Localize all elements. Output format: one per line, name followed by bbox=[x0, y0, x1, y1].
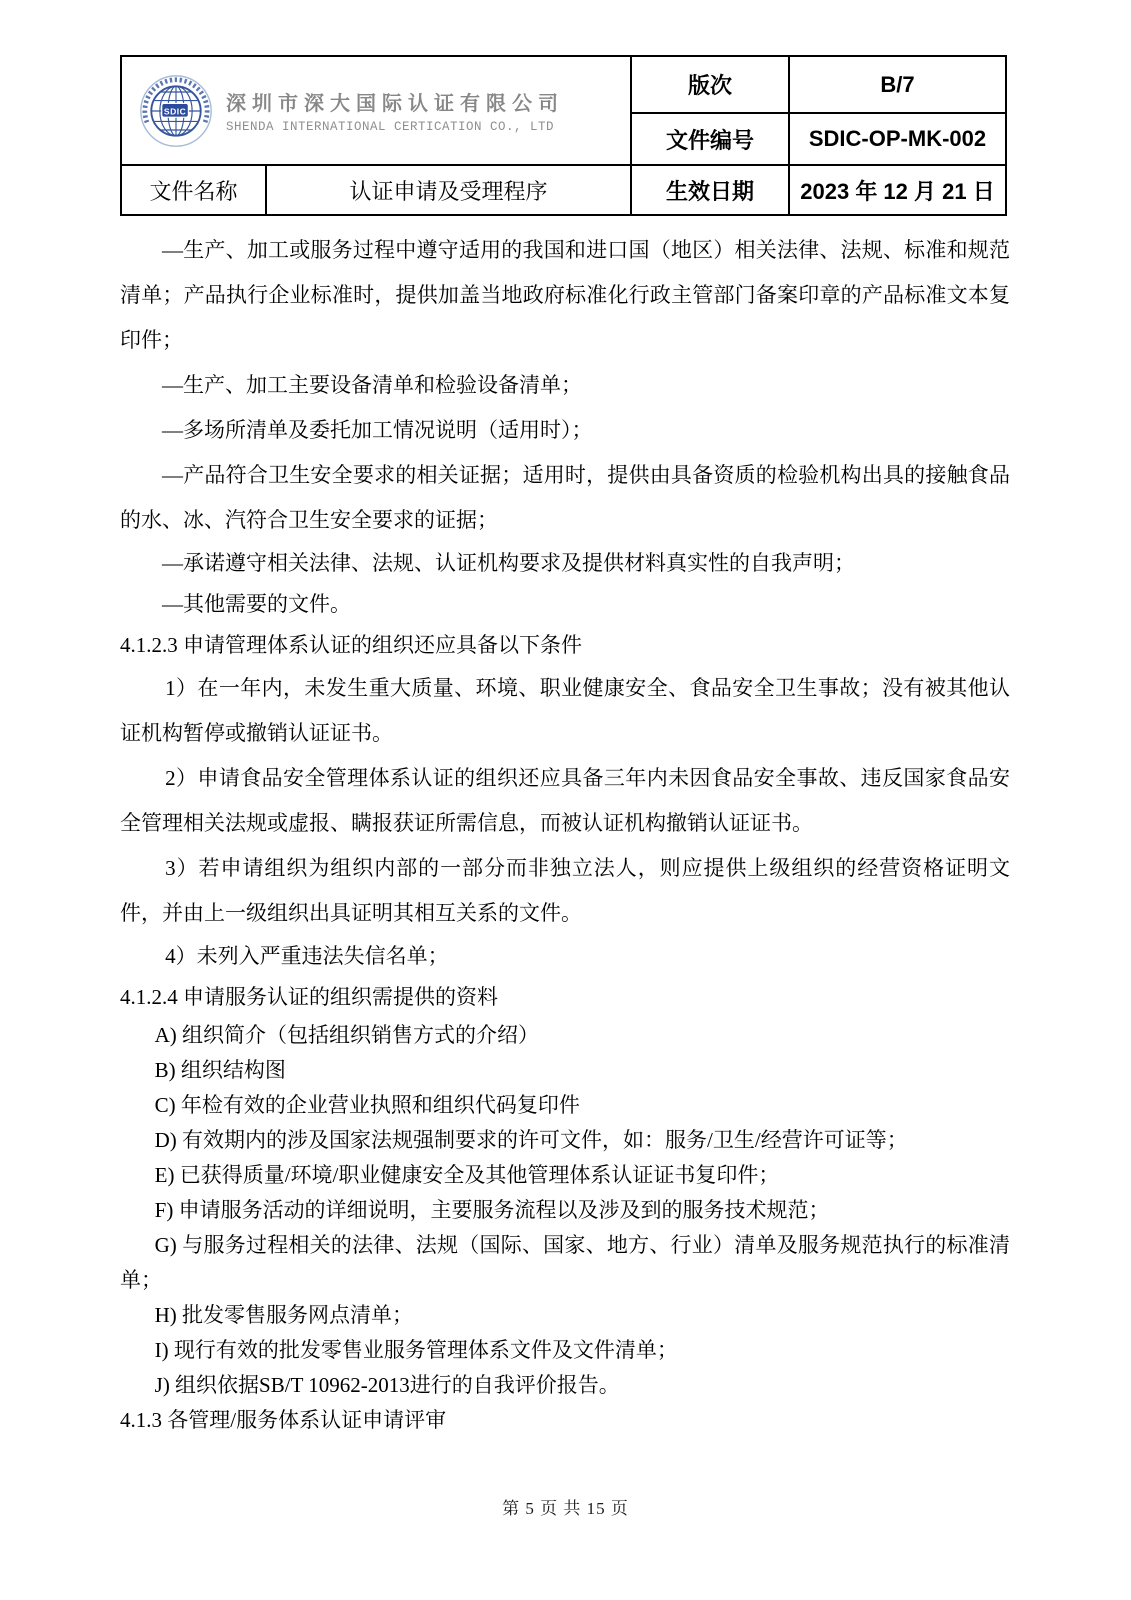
company-name-en: SHENDA INTERNATIONAL CERTICATION CO., LTD bbox=[226, 120, 555, 134]
paragraph: E) 已获得质量/环境/职业健康安全及其他管理体系认证证书复印件； bbox=[154, 1163, 780, 1187]
effective-date-label: 生效日期 bbox=[631, 165, 789, 215]
paragraph: 4.1.2.4 申请服务认证的组织需提供的资料 bbox=[120, 985, 498, 1009]
company-identity bbox=[138, 73, 630, 149]
paragraph: F) 申请服务活动的详细说明，主要服务流程以及涉及到的服务技术规范； bbox=[154, 1198, 830, 1222]
paragraph: —承诺遵守相关法律、法规、认证机构要求及提供材料真实性的自我声明； bbox=[162, 551, 855, 575]
page-footer: 第 5 页 共 15 页 bbox=[502, 1499, 629, 1518]
paragraph: 2）申请食品安全管理体系认证的组织还应具备三年内未因食品安全事故、违反国家食品安全管理相关法规或虚报、瞒报获证所需信息，而被认证机构撤销认证证书。 bbox=[120, 766, 1010, 835]
paragraph: 3）若申请组织为组织内部的一部分而非独立法人，则应提供上级组织的经营资格证明文件，并由上一级组织出具证明其相互关系的文件。 bbox=[120, 856, 1010, 925]
paragraph: D) 有效期内的涉及国家法规强制要求的许可文件，如：服务/卫生/经营许可证等； bbox=[154, 1128, 908, 1152]
paragraph: 4）未列入严重违法失信名单； bbox=[165, 944, 449, 968]
paragraph: —其他需要的文件。 bbox=[162, 592, 351, 616]
paragraph: C) 年检有效的企业营业执照和组织代码复印件 bbox=[154, 1093, 580, 1117]
doc-no-label: 文件编号 bbox=[631, 113, 789, 165]
document-body bbox=[120, 228, 1010, 1438]
paragraph: —多场所清单及委托加工情况说明（适用时）； bbox=[162, 418, 593, 442]
company-logo-icon bbox=[138, 73, 214, 149]
paragraph: J) 组织依据SB/T 10962-2013进行的自我评价报告。 bbox=[154, 1373, 620, 1397]
paragraph: I) 现行有效的批发零售业服务管理体系文件及文件清单； bbox=[154, 1338, 678, 1362]
paragraph: 4.1.3 各管理/服务体系认证申请评审 bbox=[120, 1408, 447, 1432]
paragraph: A) 组织简介（包括组织销售方式的介绍） bbox=[154, 1023, 540, 1047]
paragraph: B) 组织结构图 bbox=[154, 1058, 286, 1082]
paragraph: —产品符合卫生安全要求的相关证据；适用时，提供由具备资质的检验机构出具的接触食品的水、冰、汽符合卫生安全要求的证据； bbox=[120, 463, 1010, 532]
version-value: B/7 bbox=[789, 56, 1006, 113]
effective-date-value: 2023 年 12 月 21 日 bbox=[789, 165, 1006, 215]
doc-name-value: 认证申请及受理程序 bbox=[266, 165, 631, 215]
header-table bbox=[120, 55, 1007, 216]
version-label: 版次 bbox=[631, 56, 789, 113]
company-header-cell bbox=[121, 56, 631, 165]
doc-name-label: 文件名称 bbox=[121, 165, 266, 215]
paragraph: 1）在一年内，未发生重大质量、环境、职业健康安全、食品安全卫生事故；没有被其他认证机构暂停或撤销认证证书。 bbox=[120, 676, 1010, 745]
paragraph: —生产、加工主要设备清单和检验设备清单； bbox=[162, 373, 582, 397]
doc-no-value: SDIC-OP-MK-002 bbox=[789, 113, 1006, 165]
paragraph: G) 与服务过程相关的法律、法规（国际、国家、地方、行业）清单及服务规范执行的标准清单； bbox=[120, 1233, 1010, 1292]
logo-abbr-text: SDIC bbox=[163, 105, 187, 116]
paragraph: —生产、加工或服务过程中遵守适用的我国和进口国（地区）相关法律、法规、标准和规范清单；产品执行企业标准时，提供加盖当地政府标准化行政主管部门备案印章的产品标准文本复印件； bbox=[120, 238, 1010, 352]
company-names bbox=[226, 87, 564, 134]
company-name-cn: 深圳市深大国际认证有限公司 bbox=[226, 93, 564, 115]
paragraph: 4.1.2.3 申请管理体系认证的组织还应具备以下条件 bbox=[120, 633, 582, 657]
paragraph: H) 批发零售服务网点清单； bbox=[154, 1303, 414, 1327]
